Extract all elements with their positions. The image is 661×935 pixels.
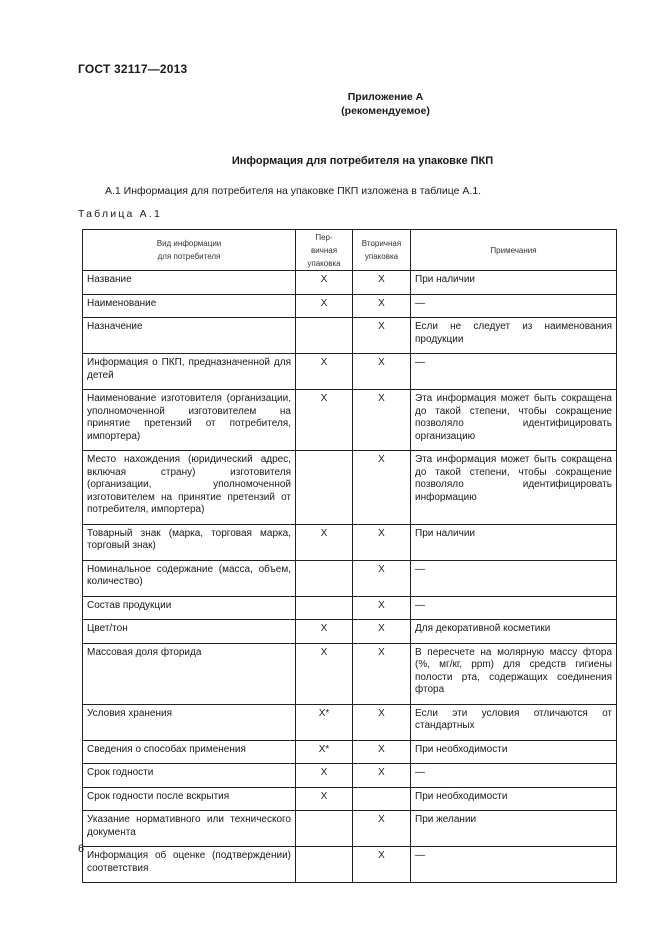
cell-info-type: Информация о ПКП, предназначенной для детей [83, 354, 296, 390]
cell-primary-package [296, 318, 353, 354]
cell-primary-package: X [296, 271, 353, 295]
cell-note: — [411, 596, 617, 620]
page-number: 6 [78, 843, 85, 855]
cell-secondary-package: X [353, 740, 411, 764]
cell-secondary-package: X [353, 764, 411, 788]
cell-primary-package [296, 847, 353, 883]
cell-info-type: Название [83, 271, 296, 295]
cell-note: Если эти условия отличаются от стандартных [411, 704, 617, 740]
cell-secondary-package: X [353, 811, 411, 847]
cell-info-type: Срок годности после вскрытия [83, 787, 296, 811]
table-row [83, 271, 617, 295]
cell-primary-package [296, 560, 353, 596]
cell-primary-package: X [296, 294, 353, 318]
cell-note: При необходимости [411, 787, 617, 811]
info-table [82, 229, 617, 883]
cell-info-type: Указание нормативного или технического документа [83, 811, 296, 847]
cell-note: Если не следует из наименования продукции [411, 318, 617, 354]
cell-info-type: Сведения о способах применения [83, 740, 296, 764]
header-secondary-package: Вторичная упаковка [353, 230, 411, 271]
appendix-title: Приложение А [347, 91, 424, 103]
cell-secondary-package: X [353, 354, 411, 390]
cell-secondary-package: X [353, 271, 411, 295]
table-row [83, 451, 617, 525]
cell-note: При необходимости [411, 740, 617, 764]
table-body [83, 271, 617, 883]
table-row [83, 811, 617, 847]
cell-info-type: Массовая доля фторида [83, 643, 296, 704]
table-row [83, 847, 617, 883]
table-label: Таблица А.1 [78, 208, 163, 220]
intro-paragraph: А.1 Информация для потребителя на упаковке ПКП изложена в таблице А.1. [105, 185, 482, 197]
cell-secondary-package: X [353, 620, 411, 644]
cell-info-type: Товарный знак (марка, торговая марка, торговый знак) [83, 524, 296, 560]
cell-secondary-package: X [353, 596, 411, 620]
cell-primary-package: X [296, 620, 353, 644]
table-row [83, 620, 617, 644]
cell-note: При наличии [411, 524, 617, 560]
cell-secondary-package: X [353, 560, 411, 596]
cell-note: — [411, 847, 617, 883]
cell-note: — [411, 294, 617, 318]
cell-secondary-package: X [353, 318, 411, 354]
table-row [83, 390, 617, 451]
header-notes: Примечания [411, 230, 617, 271]
cell-info-type: Условия хранения [83, 704, 296, 740]
cell-note: — [411, 354, 617, 390]
cell-info-type: Цвет/тон [83, 620, 296, 644]
cell-secondary-package: X [353, 524, 411, 560]
cell-primary-package: X* [296, 704, 353, 740]
cell-note: При желании [411, 811, 617, 847]
table-row [83, 318, 617, 354]
cell-note: При наличии [411, 271, 617, 295]
section-title: Информация для потребителя на упаковке ПКП [231, 155, 494, 167]
cell-secondary-package: X [353, 643, 411, 704]
cell-info-type: Наименование [83, 294, 296, 318]
cell-secondary-package: X [353, 704, 411, 740]
appendix-heading [0, 90, 661, 118]
cell-note: В пересчете на молярную массу фтора (%, мг/кг, ppm) для средств гигиены полости рта, содержащих соединения фтора [411, 643, 617, 704]
cell-note: — [411, 560, 617, 596]
cell-info-type: Срок годности [83, 764, 296, 788]
cell-primary-package: X [296, 354, 353, 390]
table-row [83, 294, 617, 318]
cell-primary-package: X [296, 764, 353, 788]
standard-header: ГОСТ 32117—2013 [78, 62, 188, 76]
cell-primary-package: X [296, 787, 353, 811]
table-row [83, 524, 617, 560]
cell-secondary-package: X [353, 847, 411, 883]
table-header-row [83, 230, 617, 271]
cell-info-type: Место нахождения (юридический адрес, включая страну) изготовителя (организации, уполномоченной изготовителем на принятие претензий от потребителя, импортера) [83, 451, 296, 525]
cell-info-type: Состав продукции [83, 596, 296, 620]
cell-secondary-package: X [353, 294, 411, 318]
cell-primary-package [296, 811, 353, 847]
cell-primary-package: X [296, 390, 353, 451]
cell-info-type: Информация об оценке (подтверждении) соответствия [83, 847, 296, 883]
cell-primary-package [296, 451, 353, 525]
header-info-type: Вид информации для потребителя [83, 230, 296, 271]
cell-primary-package: X* [296, 740, 353, 764]
header-primary-package: Пер- вичная упаковка [296, 230, 353, 271]
table-row [83, 596, 617, 620]
cell-note: — [411, 764, 617, 788]
cell-secondary-package: X [353, 390, 411, 451]
cell-primary-package: X [296, 643, 353, 704]
table-row [83, 740, 617, 764]
cell-info-type: Назначение [83, 318, 296, 354]
cell-note: Эта информация может быть сокращена до такой степени, чтобы сокращение позволяло идентифицировать информацию [411, 451, 617, 525]
cell-info-type: Наименование изготовителя (организации, уполномоченной изготовителем на принятие претензий от потребителя, импортера) [83, 390, 296, 451]
table-row [83, 764, 617, 788]
appendix-subtitle: (рекомендуемое) [341, 105, 430, 117]
cell-primary-package [296, 596, 353, 620]
cell-note: Эта информация может быть сокращена до такой степени, чтобы сокращение позволяло идентифицировать организацию [411, 390, 617, 451]
table-row [83, 704, 617, 740]
table-row [83, 560, 617, 596]
table-row [83, 787, 617, 811]
table-row [83, 354, 617, 390]
cell-secondary-package: X [353, 451, 411, 525]
table-row [83, 643, 617, 704]
cell-note: Для декоративной косметики [411, 620, 617, 644]
cell-primary-package: X [296, 524, 353, 560]
cell-info-type: Номинальное содержание (масса, объем, количество) [83, 560, 296, 596]
cell-secondary-package [353, 787, 411, 811]
